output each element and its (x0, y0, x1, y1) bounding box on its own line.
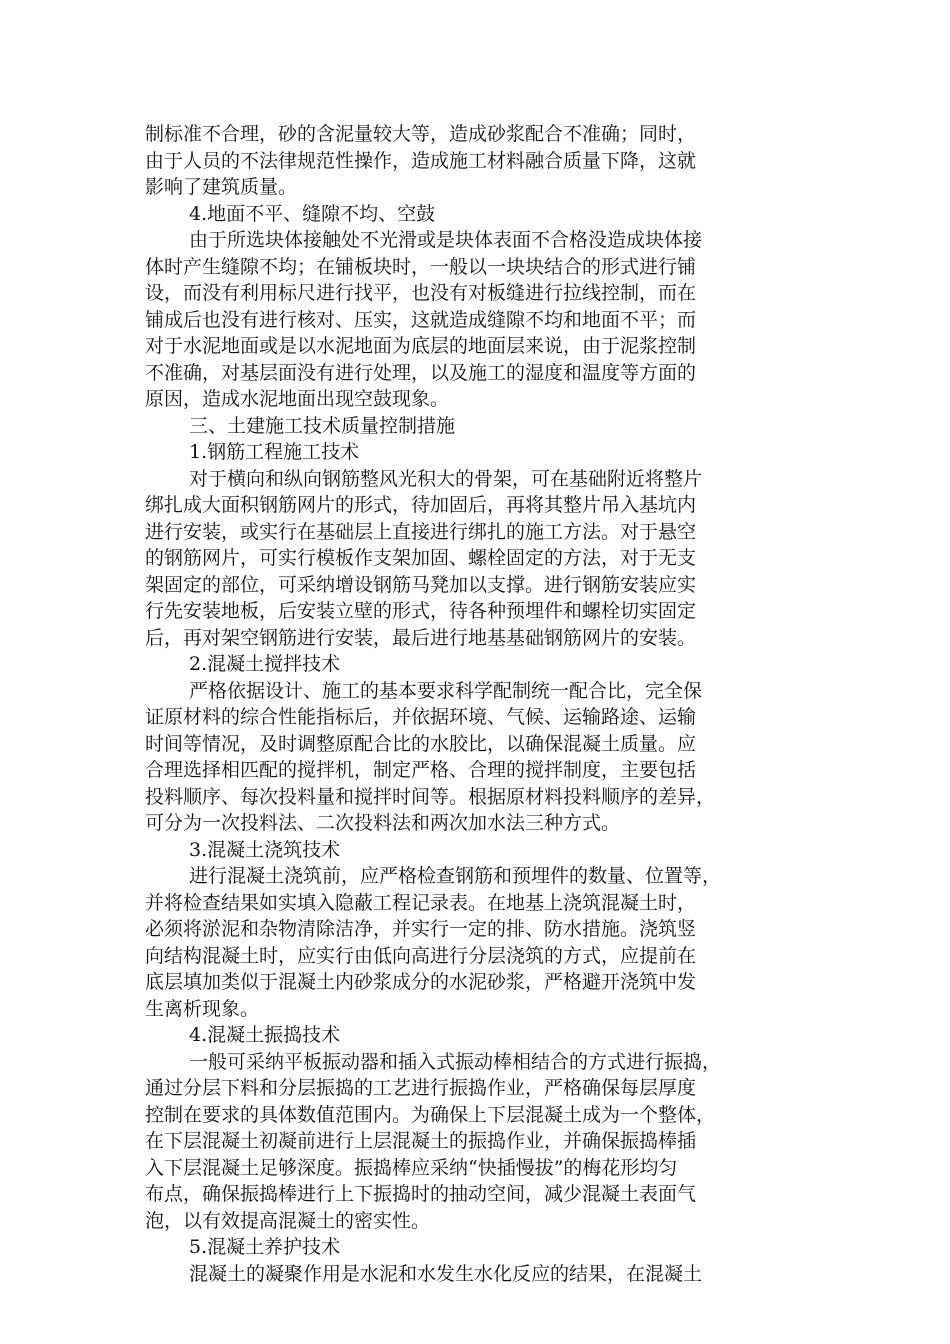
text-line: 4.地面不平、缝隙不均、空鼓 (189, 202, 436, 225)
text-line: 设，而没有利用标尺进行找平，也没有对板缝进行拉线控制，而在 (145, 282, 697, 304)
text-line: 行先安装地板，后安装立壁的形式，待各种预埋件和螺栓切实固定 (145, 600, 697, 622)
text-line: 由于所选块体接触处不光滑或是块体表面不合格没造成块体接 (189, 229, 703, 251)
text-line: 由于人员的不法律规范性操作，造成施工材料融合质量下降，这就 (145, 149, 697, 172)
text-line: 生离析现象。 (145, 997, 260, 1020)
text-line: 控制在要求的具体数值范围内。为确保上下层混凝土成为一个整体， (145, 1103, 716, 1126)
text-line: 原因，造成水泥地面出现空鼓现象。 (145, 388, 450, 410)
text-line: 不准确，对基层面没有进行处理，以及施工的湿度和温度等方面的 (145, 361, 697, 384)
text-line: 进行安装，或实行在基础层上直接进行绑扎的施工方法。对于悬空 (145, 520, 697, 543)
text-line: 体时产生缝隙不均；在铺板块时，一般以一块块结合的形式进行铺 (145, 255, 697, 278)
text-line: 并将检查结果如实填入隐蔽工程记录表。在地基上浇筑混凝土时， (145, 891, 697, 914)
text-line: 1.钢筋工程施工技术 (189, 441, 360, 463)
text-line: 3.混凝土浇筑技术 (189, 838, 341, 861)
text-line: 布点，确保振捣棒进行上下振捣时的抽动空间，减少混凝土表面气 (145, 1183, 697, 1205)
text-line: 合理选择相匹配的搅拌机，制定严格、合理的搅拌制度，主要包括 (145, 759, 697, 781)
text-line: 必须将淤泥和杂物清除洁净，并实行一定的排、防水措施。浇筑竖 (145, 918, 697, 940)
text-line: 2.混凝土搅拌技术 (189, 653, 341, 675)
text-line: 后，再对架空钢筋进行安装，最后进行地基基础钢筋网片的安装。 (145, 626, 697, 649)
text-line: 泡，以有效提高混凝土的密实性。 (145, 1209, 431, 1232)
text-line: 严格依据设计、施工的基本要求科学配制统一配合比，完全保 (189, 679, 703, 702)
text-line: 架固定的部位，可采纳增设钢筋马凳加以支撑。进行钢筋安装应实 (145, 573, 697, 596)
text-line: 可分为一次投料法、二次投料法和两次加水法三种方式。 (145, 812, 621, 834)
text-line: 通过分层下料和分层振捣的工艺进行振捣作业，严格确保每层厚度 (145, 1077, 697, 1099)
text-line: 绑扎成大面积钢筋网片的形式，待加固后，再将其整片吊入基坑内 (145, 494, 697, 516)
text-line: 一般可采纳平板振动器和插入式振动棒相结合的方式进行振捣， (189, 1050, 722, 1073)
text-line: 对于水泥地面或是以水泥地面为底层的地面层来说，由于泥浆控制 (145, 335, 697, 357)
text-line: 5.混凝土养护技术 (189, 1236, 341, 1258)
text-line: 制标准不合理，砂的含泥量较大等，造成砂浆配合不准确；同时， (145, 123, 697, 145)
text-line: 入下层混凝土足够深度。振捣棒应采纳“快插慢拔”的梅花形均匀 (145, 1156, 678, 1179)
text-line: 的钢筋网片，可实行模板作支架加固、螺栓固定的方法，对于无支 (145, 547, 697, 569)
text-line: 投料顺序、每次投料量和搅拌时间等。根据原材料投料顺序的差异， (145, 785, 716, 808)
text-line: 进行混凝土浇筑前，应严格检查钢筋和预埋件的数量、位置等， (189, 865, 722, 887)
text-line: 三、土建施工技术质量控制措施 (189, 414, 456, 437)
document-body (145, 121, 795, 1287)
text-line: 铺成后也没有进行核对、压实，这就造成缝隙不均和地面不平；而 (145, 308, 697, 331)
text-line: 在下层混凝土初凝前进行上层混凝土的振捣作业，并确保振捣棒插 (145, 1130, 697, 1152)
text-line: 4.混凝土振捣技术 (189, 1024, 341, 1046)
text-line: 影响了建筑质量。 (145, 176, 298, 198)
text-line: 向结构混凝土时，应实行由低向高进行分层浇筑的方式，应提前在 (145, 944, 697, 967)
text-line: 时间等情况，及时调整原配合比的水胶比，以确保混凝土质量。应 (145, 732, 697, 755)
text-line: 混凝土的凝聚作用是水泥和水发生水化反应的结果，在混凝土 (189, 1262, 703, 1285)
text-line: 证原材料的综合性能指标后，并依据环境、气候、运输路途、运输 (145, 706, 697, 728)
text-line: 底层填加类似于混凝土内砂浆成分的水泥砂浆，严格避开浇筑中发 (145, 971, 697, 993)
text-line: 对于横向和纵向钢筋整风光积大的骨架，可在基础附近将整片 (189, 467, 703, 490)
